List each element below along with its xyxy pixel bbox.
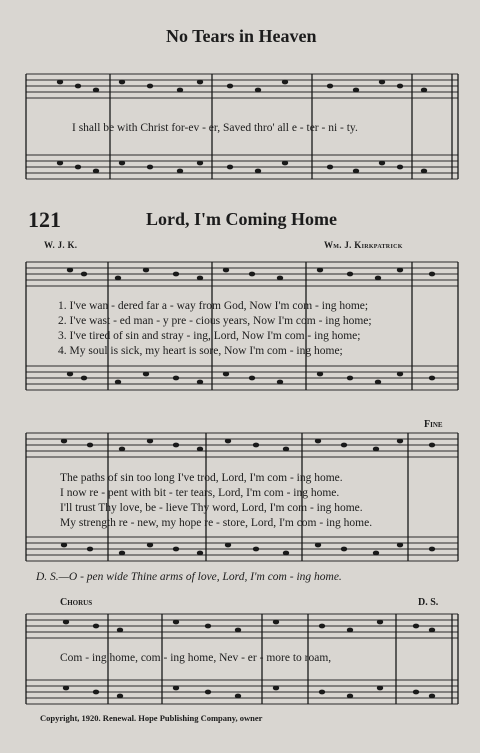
notehead [235,628,241,633]
notehead [119,447,125,452]
notehead [397,543,403,548]
notehead [255,169,261,174]
notehead [347,272,353,277]
notehead [117,628,123,633]
notehead [115,276,121,281]
notehead [147,84,153,89]
notehead [147,543,153,548]
notehead [63,686,69,691]
notehead [223,268,229,273]
notehead [173,376,179,381]
verse-line-3b: I'll trust Thy love, be - lieve Thy word, Lord, I'm com - ing home. [60,502,363,514]
notehead [347,628,353,633]
notehead [119,161,125,166]
ds-lyric-line: D. S.—O - pen wide Thine arms of love, Lord, I'm com - ing home. [36,571,342,583]
notehead [81,376,87,381]
notehead [413,690,419,695]
notehead [93,169,99,174]
notehead [177,88,183,93]
notehead [319,690,325,695]
notehead [373,447,379,452]
notehead [277,276,283,281]
notehead [315,439,321,444]
notehead [61,439,67,444]
notehead [225,439,231,444]
notehead [87,443,93,448]
notehead [173,547,179,552]
notehead [143,372,149,377]
chorus-label: Chorus [60,597,93,608]
notehead [143,268,149,273]
notehead [319,624,325,629]
music-credit: Wm. J. Kirkpatrick [324,240,403,250]
verse-line-3a: 3. I've tired of sin and stray - ing, Lord, Now I'm com - ing home; [58,330,361,342]
notehead [377,686,383,691]
fine-marking: Fine [424,419,443,430]
notehead [317,372,323,377]
notehead [421,88,427,93]
notehead [421,169,427,174]
bass-staff-chorus [26,680,458,704]
notehead [377,620,383,625]
notehead [63,620,69,625]
notehead [379,80,385,85]
notehead [93,88,99,93]
notehead [147,165,153,170]
notehead [397,439,403,444]
notehead [177,169,183,174]
notehead [315,543,321,548]
treble-staff-chorus [26,614,458,638]
notehead [341,443,347,448]
notehead [197,161,203,166]
verse-line-1b: The paths of sin too long I've trod, Lord, I'm com - ing home. [60,472,343,484]
notehead [375,380,381,385]
notehead [397,165,403,170]
notehead [379,161,385,166]
notehead [81,272,87,277]
notehead [93,624,99,629]
notehead [282,161,288,166]
notehead [253,547,259,552]
notehead [205,690,211,695]
notehead [397,84,403,89]
notehead [429,376,435,381]
verse-line-2b: I now re - pent with bit - ter tears, Lord, I'm com - ing home. [60,487,340,499]
notehead [327,165,333,170]
notehead [429,272,435,277]
notehead [283,447,289,452]
notehead [57,80,63,85]
notehead [253,443,259,448]
notehead [373,551,379,556]
copyright-notice: Copyright, 1920. Renewal. Hope Publishing Company, owner [40,713,263,723]
notehead [225,543,231,548]
prev-hymn-lyric: I shall be with Christ for-ev - er, Saved thro' all e - ter - ni - ty. [72,122,358,134]
notehead [282,80,288,85]
verse-line-4b: My strength re - new, my hope re - store, Lord, I'm com - ing home. [60,517,373,529]
prev-hymn-title: No Tears in Heaven [166,26,317,46]
notehead [173,443,179,448]
notehead [93,690,99,695]
notehead [173,620,179,625]
notehead [353,88,359,93]
notehead [327,84,333,89]
notehead [67,268,73,273]
notehead [197,380,203,385]
notehead [249,376,255,381]
notehead [147,439,153,444]
notehead [61,543,67,548]
notehead [115,380,121,385]
notehead [197,551,203,556]
notehead [273,686,279,691]
verse-line-1a: 1. I've wan - dered far a - way from God, Now I'm com - ing home; [58,300,369,312]
words-credit: W. J. K. [44,240,78,250]
notehead [375,276,381,281]
notehead [273,620,279,625]
treble-staff-top [26,74,458,98]
notehead [341,547,347,552]
bass-staff-1 [26,366,458,390]
notehead [227,165,233,170]
notehead [413,624,419,629]
notehead [347,694,353,699]
notehead [429,694,435,699]
notehead [429,628,435,633]
notehead [75,165,81,170]
notehead [249,272,255,277]
notehead [87,547,93,552]
notehead [227,84,233,89]
treble-staff-1 [26,262,458,286]
notehead [283,551,289,556]
chorus-lyric: Com - ing home, com - ing home, Nev - er - more to roam, [60,652,332,664]
verse-line-2a: 2. I've wast - ed man - y pre - cious years, Now I'm com - ing home; [58,315,372,327]
notehead [353,169,359,174]
notehead [173,686,179,691]
notehead [197,276,203,281]
notehead [75,84,81,89]
hymn-number: 121 [28,207,61,232]
notehead [397,372,403,377]
notehead [197,80,203,85]
notehead [317,268,323,273]
notehead [197,447,203,452]
notehead [67,372,73,377]
notehead [119,551,125,556]
notehead [57,161,63,166]
notehead [223,372,229,377]
notehead [277,380,283,385]
ds-marking: D. S. [418,597,439,608]
bass-staff-top [26,155,458,179]
notehead [255,88,261,93]
notehead [117,694,123,699]
notehead [119,80,125,85]
notehead [429,547,435,552]
notehead [397,268,403,273]
hymn-title: Lord, I'm Coming Home [146,209,337,229]
notehead [347,376,353,381]
notehead [205,624,211,629]
notehead [429,443,435,448]
verse-line-4a: 4. My soul is sick, my heart is sore, Now I'm com - ing home; [58,345,343,357]
notehead [235,694,241,699]
notehead [173,272,179,277]
